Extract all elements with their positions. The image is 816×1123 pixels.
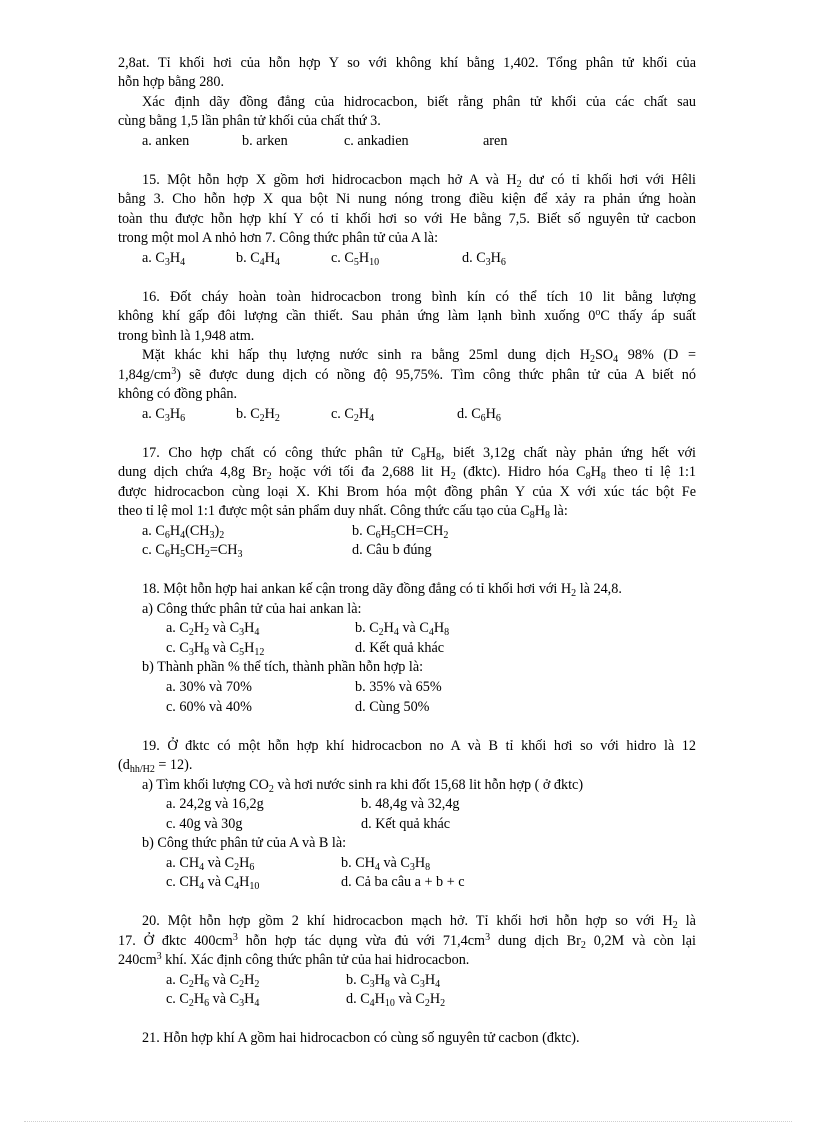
q18a-option-c: c. $C_3H_8$ và $C_5H_{12}$ xyxy=(166,640,265,658)
q15-option-a: a. $C_3H_4$ xyxy=(142,250,186,268)
q16-option-b: b. $C_2H_2$ xyxy=(236,406,280,424)
q21-text-line-1: 21. Hỗn hợp khí A gồm hai hidrocacbon có cùng số nguyên tử cacbon (đktc). xyxy=(142,1030,580,1046)
q14-option-a: a. anken xyxy=(142,133,190,149)
q17-text-line-4: theo tỉ lệ mol 1:1 được một sản phẩm duy nhất. Công thức cấu tạo của $C_8H_8$ là: xyxy=(118,503,568,521)
q14-option-d: aren xyxy=(483,133,508,149)
q16-option-d: d. $C_6H_6$ xyxy=(457,406,501,424)
q17-option-a: a. $C_6H_4(CH_3)_2$ xyxy=(142,523,225,541)
q15-text-line-2: bằng 3. Cho hỗn hợp X qua bột Ni nung nóng trong điều kiện để xảy ra phản ứng hoàn xyxy=(118,191,696,207)
page-bottom-divider xyxy=(24,1121,792,1122)
q16-text-line-2: không khí gấp đôi lượng cần thiết. Sau phản ứng làm lạnh bình xuống 0$^o$C thấy áp suất xyxy=(118,307,696,324)
q20-text-line-3: $240cm^3$ khí. Xác định công thức phân tử của hai hidrocacbon. xyxy=(118,951,470,968)
q20-option-b: b. $C_3H_8$ và $C_3H_4$ xyxy=(346,972,441,990)
q16-option-a: a. $C_3H_6$ xyxy=(142,406,186,424)
q18a-option-b: b. $C_2H_4$ và $C_4H_8$ xyxy=(355,620,450,638)
q19b-option-c: c. $CH_4$ và $C_4H_{10}$ xyxy=(166,874,260,892)
q17-text-line-3: được hidrocacbon cùng loại X. Khi Brom hóa một đồng phân Y của X với xúc tác bột Fe xyxy=(118,484,696,500)
q19a-option-d: d. Kết quả khác xyxy=(361,816,451,832)
q14-text-line-4: cùng bằng 1,5 lần phân tử khối của chất thứ 3. xyxy=(118,113,381,129)
q18b-option-a: a. 30% và 70% xyxy=(166,679,252,695)
q16-text-line-3: trong bình là 1,948 atm. xyxy=(118,328,255,344)
q16-text-line-6: không có đồng phân. xyxy=(118,386,238,402)
q19-subquestion-a: a) Tìm khối lượng $CO_2$ và hơi nước sinh ra khi đốt 15,68 lit hỗn hợp ( ở đktc) xyxy=(142,777,584,795)
q14-option-c: c. ankadien xyxy=(344,133,409,149)
q19-text-line-1: 19. Ở đktc có một hỗn hợp khí hidrocacbon no A và B tỉ khối hơi so với hidro là 12 xyxy=(142,738,696,754)
q19a-option-b: b. 48,4g và 32,4g xyxy=(361,796,460,812)
q20-text-line-1: 20. Một hỗn hợp gồm 2 khí hidrocacbon mạch hở. Tỉ khối hơi hỗn hợp so với $H_2$ là xyxy=(142,913,696,931)
q15-option-c: c. $C_5H_{10}$ xyxy=(331,250,380,268)
q19b-option-a: a. $CH_4$ và $C_2H_6$ xyxy=(166,855,255,873)
q20-option-c: c. $C_2H_6$ và $C_3H_4$ xyxy=(166,991,260,1009)
q15-text-line-3: toàn thu được hỗn hợp khí Y có tỉ khối hơi so với He bằng 7,5. Biết số nguyên tử cacbon xyxy=(118,211,696,227)
q17-option-b: b. $C_6H_5CH=CH_2$ xyxy=(352,523,449,541)
q19-text-line-2: $(d_{hh/H2} = 12)$. xyxy=(118,757,193,775)
q18b-option-b: b. 35% và 65% xyxy=(355,679,442,695)
q16-text-line-4: Mặt khác khi hấp thụ lượng nước sinh ra bằng 25ml dung dịch $H_2SO_4$ 98% (D = xyxy=(142,347,696,365)
q19b-option-b: b. $CH_4$ và $C_3H_8$ xyxy=(341,855,431,873)
q18b-option-d: d. Cùng 50% xyxy=(355,699,430,715)
q20-option-a: a. $C_2H_6$ và $C_2H_2$ xyxy=(166,972,260,990)
q16-option-c: c. $C_2H_4$ xyxy=(331,406,375,424)
q16-text-line-1: 16. Đốt cháy hoàn toàn hidrocacbon trong bình kín có thể tích 10 lit bằng lượng xyxy=(142,289,696,305)
q18-subquestion-b: b) Thành phần % thể tích, thành phần hỗn hợp là: xyxy=(142,659,424,675)
q18a-option-a: a. $C_2H_2$ và $C_3H_4$ xyxy=(166,620,260,638)
q15-text-line-4: trong một mol A nhỏ hơn 7. Công thức phân tử của A là: xyxy=(118,230,439,246)
q17-text-line-2: dung dịch chứa 4,8g $Br_2$ hoặc với tối đa 2,688 lit $H_2$ (đktc). Hidro hóa $C_8H_8$ theo tỉ lệ 1:1 xyxy=(118,464,696,482)
q14-option-b: b. arken xyxy=(242,133,288,149)
q16-text-line-5: $1,84g/cm^3$) sẽ được dung dịch có nồng độ 95,75%. Tìm công thức phân tử của A biết nó xyxy=(118,366,696,383)
q19a-option-a: a. 24,2g và 16,2g xyxy=(166,796,264,812)
q14-text-line-2: hỗn hợp bằng 280. xyxy=(118,74,225,90)
q15-text-line-1: 15. Một hỗn hợp X gồm hơi hidrocacbon mạch hở A và $H_2$ dư có tỉ khối hơi với Hêli xyxy=(142,172,696,190)
q15-option-d: d. $C_3H_6$ xyxy=(462,250,506,268)
q17-text-line-1: 17. Cho hợp chất có công thức phân tử $C_8H_8$, biết 3,12g chất này phản ứng hết với xyxy=(142,445,696,463)
q18b-option-c: c. 60% và 40% xyxy=(166,699,252,715)
q14-text-line-3: Xác định dãy đồng đẳng của hidrocacbon, biết rằng phân tử khối của các chất sau xyxy=(142,94,696,110)
q15-option-b: b. $C_4H_4$ xyxy=(236,250,280,268)
q14-text-line-1: 2,8at. Tỉ khối hơi của hỗn hợp Y so với không khí bằng 1,402. Tổng phân tử khối của xyxy=(118,55,696,71)
q17-option-c: c. $C_6H_5CH_2=CH_3$ xyxy=(142,542,243,560)
q20-option-d: d. $C_4H_{10}$ và $C_2H_2$ xyxy=(346,991,446,1009)
q18-text-line-1: 18. Một hỗn hợp hai ankan kế cận trong dãy đồng đẳng có tỉ khối hơi với $H_2$ là 24,8. xyxy=(142,581,622,599)
q18a-option-d: d. Kết quả khác xyxy=(355,640,445,656)
q18-subquestion-a: a) Công thức phân tử của hai ankan là: xyxy=(142,601,362,617)
q20-text-line-2: 17. Ở đktc $400cm^3$ hỗn hợp tác dụng vừa đủ với $71,4cm^3$ dung dịch $Br_2$ 0,2M và còn lại xyxy=(118,932,696,951)
q19b-option-d: d. Cả ba câu a + b + c xyxy=(341,874,465,890)
q19-subquestion-b: b) Công thức phân tử của A và B là: xyxy=(142,835,347,851)
q19a-option-c: c. 40g và 30g xyxy=(166,816,243,832)
q17-option-d: d. Câu b đúng xyxy=(352,542,432,558)
